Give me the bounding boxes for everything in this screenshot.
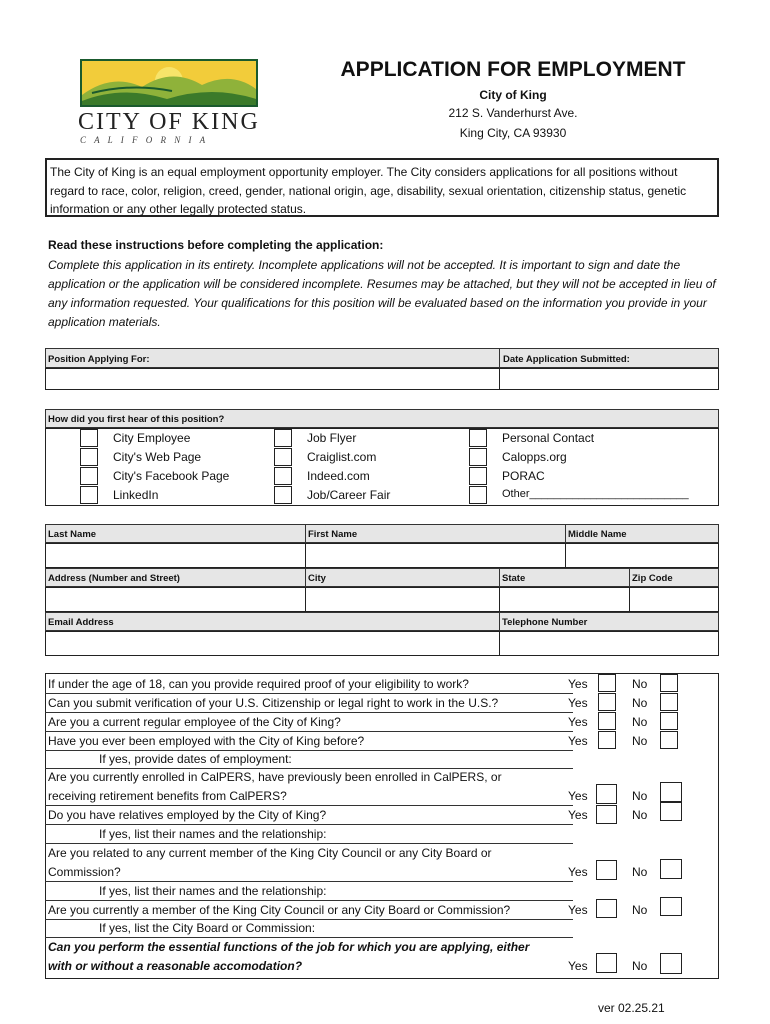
question-essential-functions-line1: Can you perform the essential functions of the job for which you are applying, either [48,940,530,954]
instructions-body: Complete this application in its entirety. Incomplete applications will not be accepted. It is important to sign and date the application or the application will be considered incomplete. Resumes may be attached, but they will not be accepted in lieu of any information requested. Your qualifications for this position will be evaluated based on the information you provide in your application materials. [48,258,716,329]
q-divider-4 [45,750,573,751]
telephone-input[interactable] [499,631,719,656]
q-divider-9 [45,881,573,882]
q5-no-checkbox[interactable] [660,782,682,802]
q6-yes-checkbox[interactable] [596,805,617,824]
q-divider-3 [45,731,573,732]
q6-followup: If yes, list their names and the relationship: [99,827,327,841]
email-input[interactable] [45,631,500,656]
question-council-relation-line1: Are you related to any current member of the King City Council or any City Board or [48,846,492,860]
q4-followup: If yes, provide dates of employment: [99,752,292,766]
no-label: No [632,865,648,879]
version-label: ver 02.25.21 [598,1001,665,1015]
addr-col-divider-3 [629,568,630,587]
yes-label: Yes [568,715,588,729]
yes-label: Yes [568,696,588,710]
q8-followup: If yes, list the City Board or Commission: [99,921,316,935]
q-divider-12 [45,937,573,938]
checkbox-city-employee[interactable] [80,429,98,447]
question-calpers-line1: Are you currently enrolled in CalPERS, have previously been enrolled in CalPERS, or [48,770,502,784]
q7-no-checkbox[interactable] [660,859,682,879]
hear-label: How did you first hear of this position? [48,414,225,425]
question-current-employee: Are you a current regular employee of the City of King? [48,715,341,729]
checkbox-job-flyer[interactable] [274,429,292,447]
email-label: Email Address [48,617,114,628]
option-craigslist: Craiglist.com [307,450,377,464]
q6-no-checkbox[interactable] [660,802,682,821]
city-input[interactable] [305,587,500,612]
option-other: Other__________________________ [502,488,689,500]
q8-no-checkbox[interactable] [660,897,682,916]
option-porac: PORAC [502,469,545,483]
addr-col-divider-1 [305,568,306,587]
option-linkedin: LinkedIn [113,488,159,502]
city-label: City [308,573,326,584]
date-submitted-label: Date Application Submitted: [503,354,630,365]
checkbox-linkedin[interactable] [80,486,98,504]
option-personal-contact: Personal Contact [502,431,595,445]
yes-label: Yes [568,903,588,917]
no-label: No [632,959,648,973]
q-divider-2 [45,712,573,713]
page-title: APPLICATION FOR EMPLOYMENT [340,58,686,81]
q4-yes-checkbox[interactable] [598,731,616,749]
zip-input[interactable] [629,587,719,612]
question-council-relation-line2: Commission? [48,865,121,879]
q2-yes-checkbox[interactable] [598,693,616,711]
eeo-statement-box [45,158,719,217]
logo-state-text: C A L I F O R N I A [80,135,209,145]
state-input[interactable] [499,587,630,612]
q-divider-1 [45,693,573,694]
no-label: No [632,903,648,917]
q-divider-5 [45,768,573,769]
position-applying-input[interactable] [45,368,500,390]
question-eligibility: If under the age of 18, can you provide required proof of your eligibility to work? [48,677,469,691]
date-submitted-input[interactable] [499,368,719,390]
name-col-divider-1 [305,524,306,543]
state-label: State [502,573,526,584]
checkbox-city-facebook[interactable] [80,467,98,485]
no-label: No [632,696,648,710]
yes-label: Yes [568,959,588,973]
zip-label: Zip Code [632,573,673,584]
no-label: No [632,715,648,729]
checkbox-calopps[interactable] [469,448,487,466]
question-relatives: Do you have relatives employed by the City of King? [48,808,327,822]
option-calopps: Calopps.org [502,450,567,464]
yes-label: Yes [568,865,588,879]
checkbox-city-web-page[interactable] [80,448,98,466]
q7-followup: If yes, list their names and the relationship: [99,884,327,898]
addr-col-divider-2 [499,568,500,587]
name-col-divider-2 [565,524,566,543]
yes-label: Yes [568,808,588,822]
q-divider-11 [45,919,573,920]
yes-label: Yes [568,677,588,691]
no-label: No [632,789,648,803]
question-citizenship: Can you submit verification of your U.S. Citizenship or legal right to work in the U.S.? [48,696,499,710]
address-input[interactable] [45,587,306,612]
first-name-input[interactable] [305,543,566,568]
eeo-statement: The City of King is an equal employment opportunity employer. The City considers applications for all positions without regard to race, color, religion, creed, gender, national origin, age, disability, sexual orientation, citizenship status, genetic information or any other legally protected status. [50,165,687,216]
checkbox-indeed[interactable] [274,467,292,485]
yes-label: Yes [568,789,588,803]
option-job-fair: Job/Career Fair [307,488,391,502]
no-label: No [632,734,648,748]
checkbox-other[interactable] [469,486,487,504]
option-city-employee: City Employee [113,431,191,445]
question-council-member: Are you currently a member of the King City Council or any City Board or Commission? [48,903,511,917]
middle-name-input[interactable] [565,543,719,568]
org-name: City of King [479,88,547,102]
q-divider-7 [45,824,573,825]
checkbox-craigslist[interactable] [274,448,292,466]
question-calpers-line2: receiving retirement benefits from CalPERS? [48,789,287,803]
q-divider-6 [45,805,573,806]
contact-header-row [45,612,719,631]
q9-no-checkbox[interactable] [660,953,682,974]
q7-yes-checkbox[interactable] [596,860,617,880]
option-city-facebook: City's Facebook Page [113,469,230,483]
org-address-line2: King City, CA 93930 [459,126,567,140]
question-previous-employment: Have you ever been employed with the City of King before? [48,734,365,748]
q5-yes-checkbox[interactable] [596,784,617,804]
telephone-label: Telephone Number [502,617,588,628]
option-city-web-page: City's Web Page [113,450,202,464]
logo-city-text: CITY OF KING [78,109,260,135]
question-essential-functions-line2: with or without a reasonable accomodation? [48,959,303,973]
option-job-flyer: Job Flyer [307,431,357,445]
q2-no-checkbox[interactable] [660,693,678,711]
contact-col-divider [499,612,500,631]
no-label: No [632,808,648,822]
q-divider-10 [45,900,573,901]
q3-yes-checkbox[interactable] [598,712,616,730]
q3-no-checkbox[interactable] [660,712,678,730]
last-name-input[interactable] [45,543,306,568]
q9-yes-checkbox[interactable] [596,953,617,973]
option-indeed: Indeed.com [307,469,370,483]
address-label: Address (Number and Street) [48,573,180,584]
city-logo [72,55,267,150]
no-label: No [632,677,648,691]
instructions-heading: Read these instructions before completing the application: [48,238,384,252]
checkbox-job-fair[interactable] [274,486,292,504]
city-logo-graphic [72,55,267,115]
middle-name-label: Middle Name [568,529,627,540]
yes-label: Yes [568,734,588,748]
q1-no-checkbox[interactable] [660,674,678,692]
q-divider-8 [45,843,573,844]
q8-yes-checkbox[interactable] [596,899,617,918]
q4-no-checkbox[interactable] [660,731,678,749]
first-name-label: First Name [308,529,358,540]
position-applying-label: Position Applying For: [48,354,150,365]
checkbox-porac[interactable] [469,467,487,485]
q1-yes-checkbox[interactable] [598,674,616,692]
org-address-line1: 212 S. Vanderhurst Ave. [448,106,578,120]
last-name-label: Last Name [48,529,97,540]
checkbox-personal-contact[interactable] [469,429,487,447]
